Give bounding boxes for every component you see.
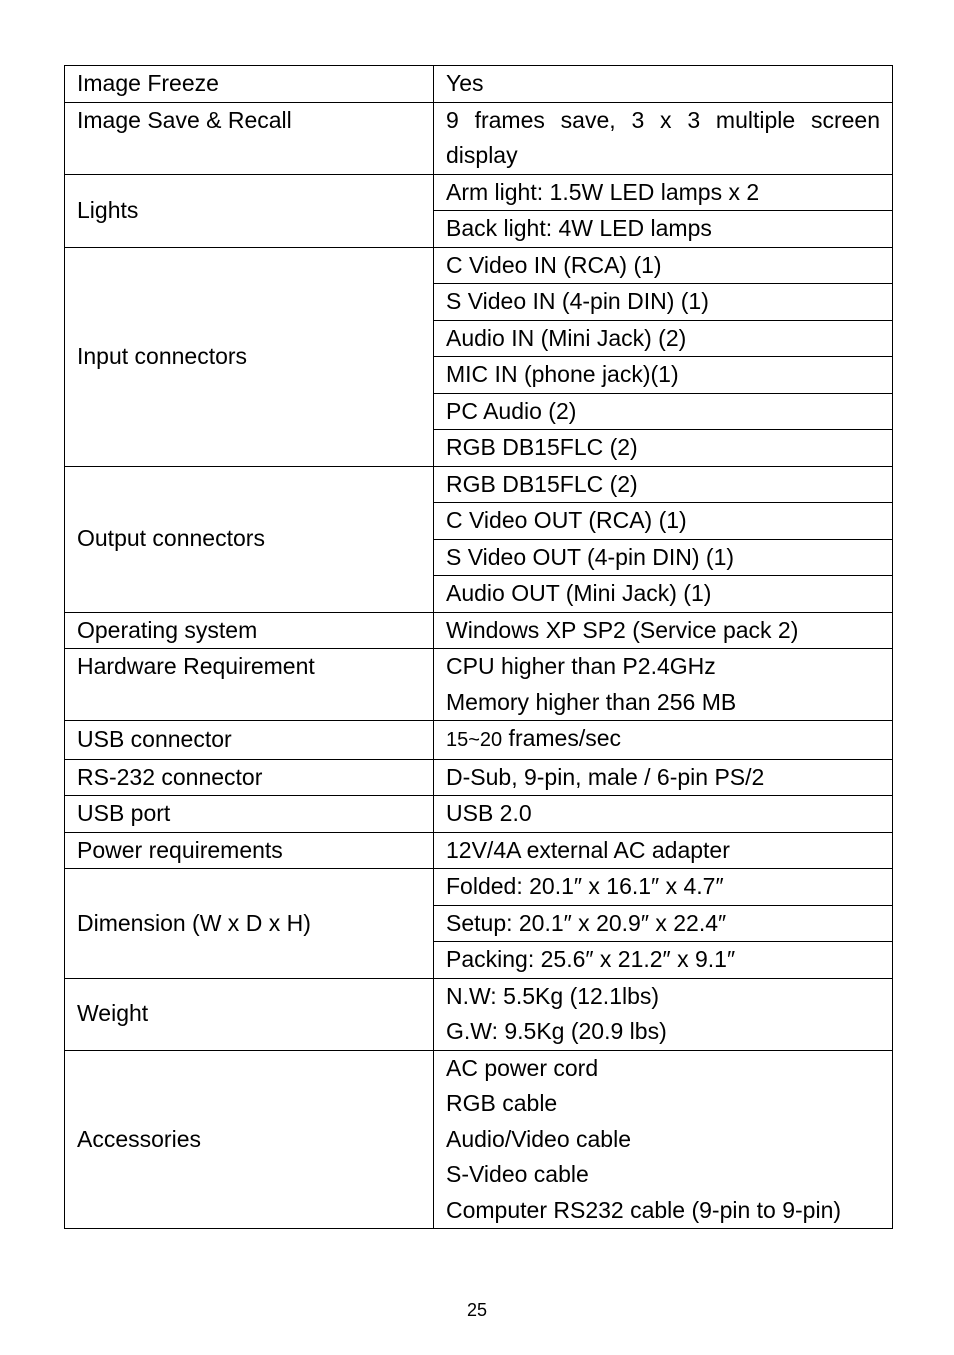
spec-value-line: CPU higher than P2.4GHz — [446, 653, 716, 679]
table-row — [65, 649, 893, 721]
spec-label: Weight — [65, 978, 434, 1050]
spec-value: Audio OUT (Mini Jack) (1) — [434, 576, 893, 613]
spec-value: D-Sub, 9-pin, male / 6-pin PS/2 — [434, 759, 893, 796]
spec-value-line: display — [446, 142, 518, 168]
table-row — [65, 612, 893, 649]
spec-value: PC Audio (2) — [434, 393, 893, 430]
table-row — [65, 66, 893, 103]
spec-label: RS-232 connector — [65, 759, 434, 796]
spec-label: USB connector — [65, 721, 434, 760]
spec-label: Dimension (W x D x H) — [65, 869, 434, 979]
spec-value: Audio IN (Mini Jack) (2) — [434, 320, 893, 357]
spec-value — [434, 978, 893, 1050]
spec-value: S Video IN (4-pin DIN) (1) — [434, 284, 893, 321]
table-row — [65, 832, 893, 869]
spec-value-line: RGB cable — [446, 1090, 558, 1116]
spec-value-line: 9 frames save, 3 x 3 multiple screen — [446, 106, 880, 133]
table-row — [65, 796, 893, 833]
spec-label: Accessories — [65, 1050, 434, 1229]
spec-value-line: N.W: 5.5Kg (12.1lbs) — [446, 982, 660, 1009]
spec-label: Output connectors — [65, 466, 434, 612]
spec-value — [434, 102, 893, 174]
table-row — [65, 759, 893, 796]
spec-label: Image Freeze — [65, 66, 434, 103]
spec-value-line: Memory higher than 256 MB — [446, 688, 737, 715]
spec-value-line: Computer RS232 cable (9-pin to 9-pin) — [446, 1196, 842, 1223]
spec-label: Operating system — [65, 612, 434, 649]
spec-value-line: G.W: 9.5Kg (20.9 lbs) — [446, 1018, 667, 1044]
table-row — [65, 466, 893, 503]
spec-value: MIC IN (phone jack)(1) — [434, 357, 893, 394]
spec-value — [434, 649, 893, 721]
spec-value: Arm light: 1.5W LED lamps x 2 — [434, 174, 893, 211]
frame-rate-range: 15~20 — [446, 729, 503, 751]
spec-value: 12V/4A external AC adapter — [434, 832, 893, 869]
spec-label: Input connectors — [65, 247, 434, 466]
spec-value: Yes — [434, 66, 893, 103]
spec-label: Power requirements — [65, 832, 434, 869]
spec-value: C Video IN (RCA) (1) — [434, 247, 893, 284]
page-number: 25 — [466, 1300, 488, 1320]
table-row — [65, 102, 893, 174]
specifications-table — [64, 65, 893, 1229]
table-row — [65, 247, 893, 284]
spec-label: USB port — [65, 796, 434, 833]
table-row — [65, 721, 893, 760]
spec-value: C Video OUT (RCA) (1) — [434, 503, 893, 540]
spec-value: S Video OUT (4-pin DIN) (1) — [434, 539, 893, 576]
spec-label: Lights — [65, 174, 434, 247]
spec-value: RGB DB15FLC (2) — [434, 430, 893, 467]
spec-value: Folded: 20.1″ x 16.1″ x 4.7″ — [434, 869, 893, 906]
spec-label: Hardware Requirement — [65, 649, 434, 721]
spec-value-line: AC power cord — [446, 1054, 599, 1081]
spec-value-line: Audio/Video cable — [446, 1125, 631, 1152]
spec-value: USB 2.0 — [434, 796, 893, 833]
spec-value — [434, 721, 893, 760]
spec-value: Setup: 20.1″ x 20.9″ x 22.4″ — [434, 905, 893, 942]
table-row — [65, 978, 893, 1050]
spec-label: Image Save & Recall — [65, 102, 434, 174]
table-row — [65, 1050, 893, 1229]
spec-value-line: S-Video cable — [446, 1161, 589, 1187]
spec-value: RGB DB15FLC (2) — [434, 466, 893, 503]
table-row — [65, 869, 893, 906]
frame-rate-unit: frames/sec — [502, 725, 622, 751]
table-row — [65, 174, 893, 211]
spec-value: Windows XP SP2 (Service pack 2) — [434, 612, 893, 649]
spec-value: Back light: 4W LED lamps — [434, 211, 893, 248]
spec-value: Packing: 25.6″ x 21.2″ x 9.1″ — [434, 942, 893, 979]
spec-value — [434, 1050, 893, 1229]
